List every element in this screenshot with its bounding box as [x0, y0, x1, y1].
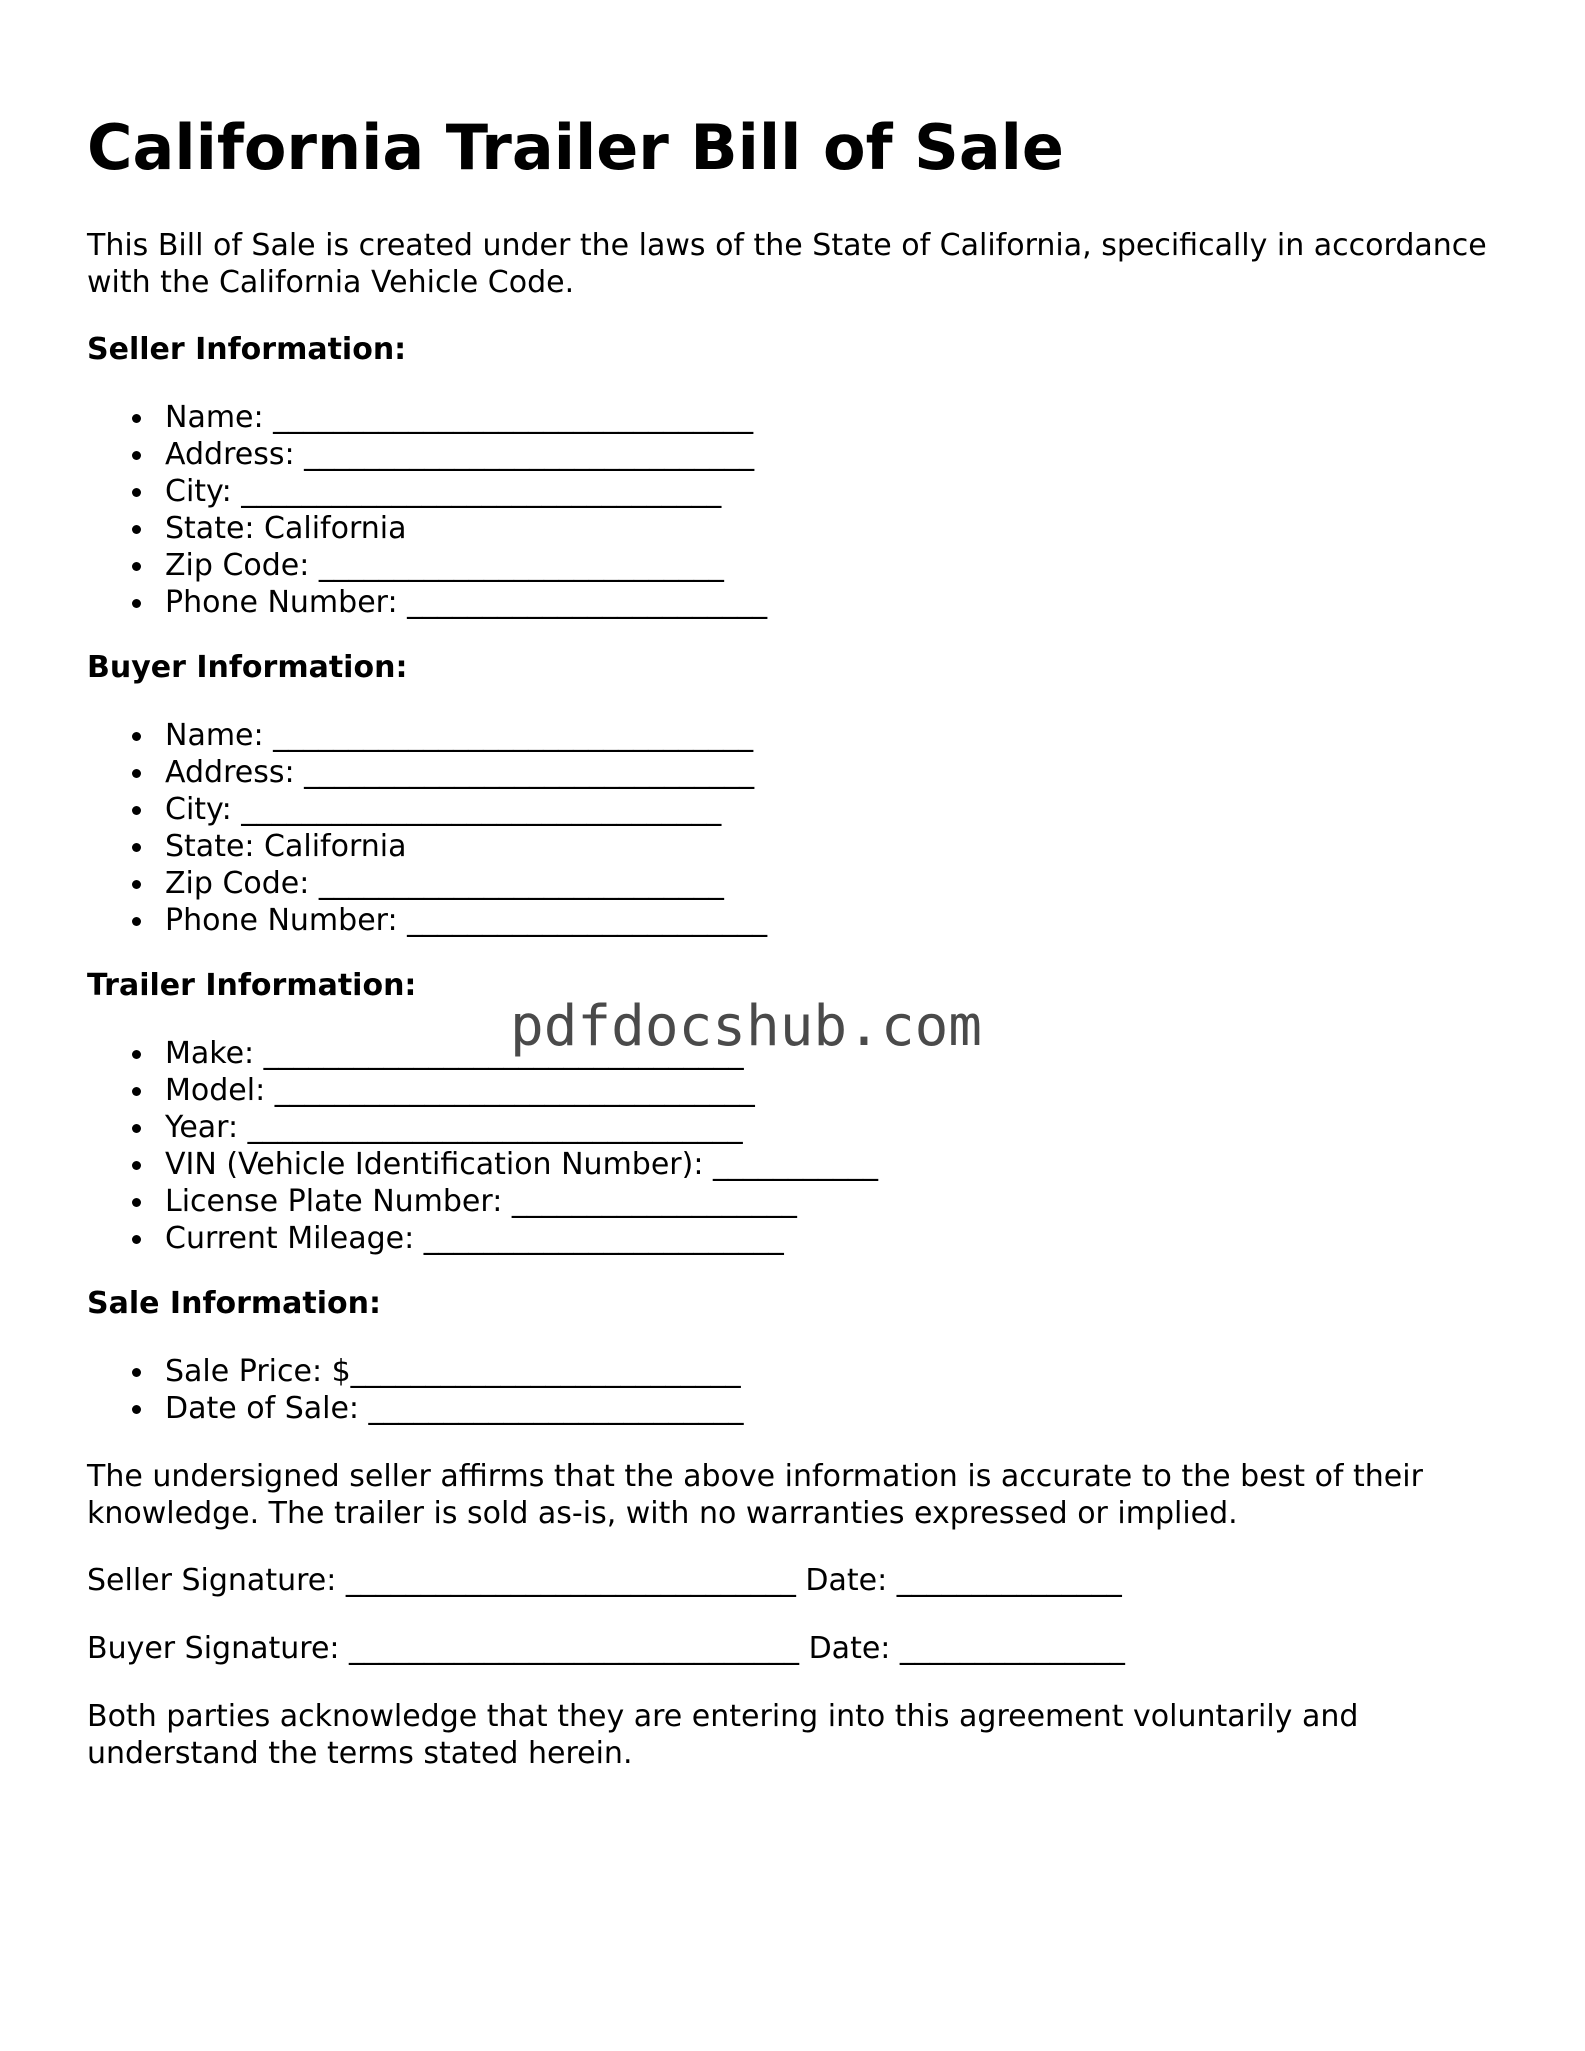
buyer-city-field: City: ________________________________ — [87, 791, 767, 828]
trailer-license-plate-field: License Plate Number: ___________________ — [87, 1183, 878, 1220]
seller-phone-field: Phone Number: ________________________ — [87, 584, 767, 621]
sale-date-field: Date of Sale: _________________________ — [87, 1390, 744, 1427]
trailer-vin-field: VIN (Vehicle Identification Number): ___________ — [87, 1146, 878, 1183]
trailer-model-field: Model: ________________________________ — [87, 1072, 878, 1109]
seller-section-heading: Seller Information: — [87, 332, 407, 367]
seller-field-list — [87, 399, 767, 621]
trailer-mileage-field: Current Mileage: ________________________ — [87, 1220, 878, 1257]
seller-city-field: City: ________________________________ — [87, 473, 767, 510]
sale-price-field: Sale Price: $__________________________ — [87, 1353, 744, 1390]
buyer-address-field: Address: ______________________________ — [87, 754, 767, 791]
watermark-text: pdfdocshub.com — [510, 994, 983, 1059]
seller-name-field: Name: ________________________________ — [87, 399, 767, 436]
seller-zip-field: Zip Code: ___________________________ — [87, 547, 767, 584]
sale-field-list — [87, 1353, 744, 1427]
intro-paragraph: This Bill of Sale is created under the laws of the State of California, specifically in accordance with the California Vehicle Code. — [87, 228, 1487, 300]
buyer-field-list — [87, 717, 767, 939]
affirmation-paragraph: The undersigned seller affirms that the above information is accurate to the best of their knowledge. The trailer is sold as-is, with no warranties expressed or implied. — [87, 1459, 1423, 1531]
sale-section-heading: Sale Information: — [87, 1286, 381, 1321]
seller-signature-line: Seller Signature: ______________________________ Date: _______________ — [87, 1563, 1122, 1598]
buyer-state-field: State: California — [87, 828, 767, 865]
trailer-field-list — [87, 1035, 878, 1257]
acknowledgment-paragraph: Both parties acknowledge that they are entering into this agreement voluntarily and understand the terms stated herein. — [87, 1699, 1359, 1771]
seller-state-field: State: California — [87, 510, 767, 547]
document-title: California Trailer Bill of Sale — [87, 111, 1064, 184]
buyer-zip-field: Zip Code: ___________________________ — [87, 865, 767, 902]
trailer-make-field: Make: ________________________________ — [87, 1035, 878, 1072]
buyer-name-field: Name: ________________________________ — [87, 717, 767, 754]
buyer-phone-field: Phone Number: ________________________ — [87, 902, 767, 939]
trailer-section-heading: Trailer Information: — [87, 968, 417, 1003]
seller-address-field: Address: ______________________________ — [87, 436, 767, 473]
buyer-signature-line: Buyer Signature: ______________________________ Date: _______________ — [87, 1631, 1125, 1666]
buyer-section-heading: Buyer Information: — [87, 650, 408, 685]
trailer-year-field: Year: _________________________________ — [87, 1109, 878, 1146]
